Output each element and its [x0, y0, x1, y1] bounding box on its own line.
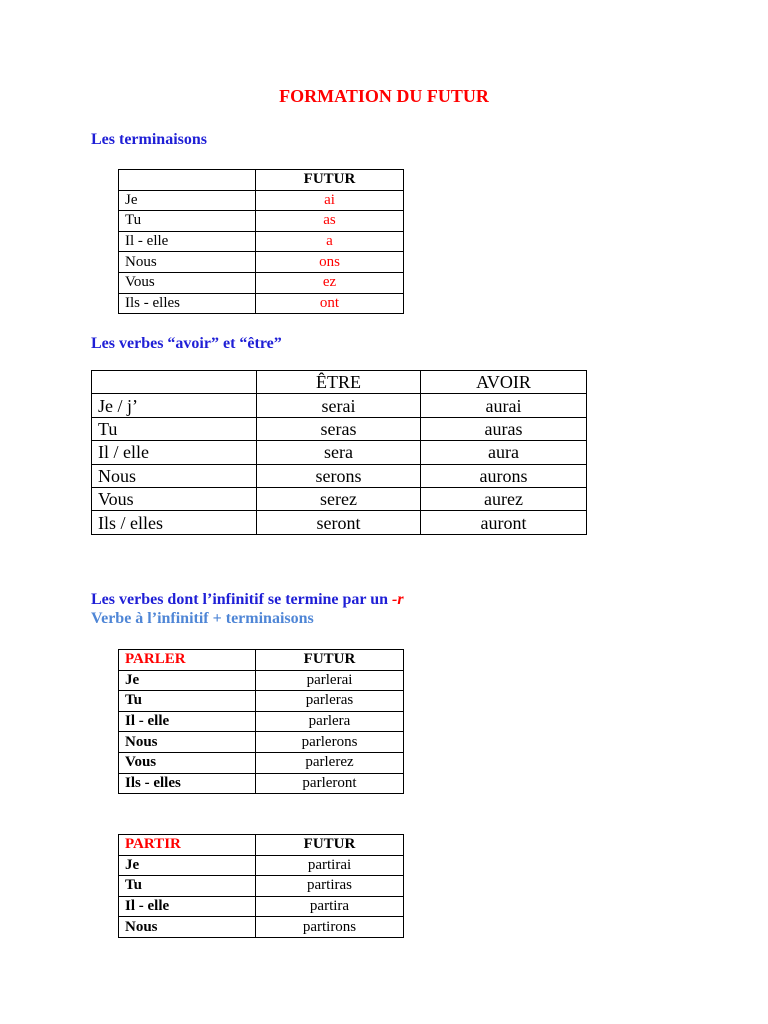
table-row: [119, 835, 404, 856]
avoir-cell: auront: [421, 511, 587, 534]
section-subheading: Verbe à l’infinitif + terminaisons: [91, 610, 314, 627]
avoir-cell: aura: [421, 441, 587, 464]
ending-cell: ont: [256, 293, 404, 314]
table-header-futur: FUTUR: [256, 170, 404, 191]
pronoun-cell: Il - elle: [119, 896, 256, 917]
pronoun-cell: Nous: [92, 464, 257, 487]
ending-cell: ez: [256, 272, 404, 293]
table-row: [92, 511, 587, 534]
pronoun-cell: Je: [119, 855, 256, 876]
section-heading-terminaisons: Les terminaisons: [91, 131, 207, 148]
pronoun-cell: Je: [119, 190, 256, 211]
pronoun-cell: Il - elle: [119, 711, 256, 732]
form-cell: parleras: [256, 691, 404, 712]
table-header-avoir: AVOIR: [421, 371, 587, 394]
page-title: FORMATION DU FUTUR: [279, 86, 489, 106]
table-header-futur: FUTUR: [256, 650, 404, 671]
pronoun-cell: Nous: [119, 732, 256, 753]
ending-cell: a: [256, 231, 404, 252]
verb-header-partir: PARTIR: [119, 835, 256, 856]
heading-text: Les verbes dont l’infinitif se termine par un: [91, 591, 393, 608]
ending-cell: ons: [256, 252, 404, 273]
section-heading-avoir-etre: Les verbes “avoir” et “être”: [91, 335, 282, 352]
table-row: [119, 190, 404, 211]
endings-table: [118, 169, 404, 314]
avoir-cell: aurez: [421, 487, 587, 510]
table-row: [119, 711, 404, 732]
table-header-etre: ÊTRE: [257, 371, 421, 394]
table-row: [92, 371, 587, 394]
heading-r-suffix: -r: [392, 591, 404, 608]
table-row: [92, 417, 587, 440]
table-row: [92, 464, 587, 487]
pronoun-cell: Tu: [92, 417, 257, 440]
form-cell: parleront: [256, 773, 404, 794]
ending-cell: as: [256, 211, 404, 232]
form-cell: partirons: [256, 917, 404, 938]
table-cell-empty: [119, 170, 256, 191]
table-cell-empty: [92, 371, 257, 394]
avoir-etre-table: [91, 370, 587, 535]
pronoun-cell: Vous: [92, 487, 257, 510]
pronoun-cell: Ils / elles: [92, 511, 257, 534]
table-row: [92, 487, 587, 510]
form-cell: partiras: [256, 876, 404, 897]
table-row: [119, 211, 404, 232]
avoir-cell: aurons: [421, 464, 587, 487]
pronoun-cell: Tu: [119, 211, 256, 232]
pronoun-cell: Je / j’: [92, 394, 257, 417]
table-row: [119, 670, 404, 691]
etre-cell: sera: [257, 441, 421, 464]
form-cell: parlerai: [256, 670, 404, 691]
partir-table: [118, 834, 404, 938]
etre-cell: seras: [257, 417, 421, 440]
etre-cell: serons: [257, 464, 421, 487]
table-header-futur: FUTUR: [256, 835, 404, 856]
form-cell: parlerons: [256, 732, 404, 753]
table-row: [119, 855, 404, 876]
pronoun-cell: Tu: [119, 876, 256, 897]
table-row: [119, 252, 404, 273]
table-row: [119, 896, 404, 917]
table-row: [119, 876, 404, 897]
table-row: [119, 231, 404, 252]
pronoun-cell: Vous: [119, 272, 256, 293]
pronoun-cell: Il - elle: [119, 231, 256, 252]
avoir-cell: auras: [421, 417, 587, 440]
form-cell: partira: [256, 896, 404, 917]
ending-cell: ai: [256, 190, 404, 211]
form-cell: parlerez: [256, 752, 404, 773]
pronoun-cell: Ils - elles: [119, 773, 256, 794]
table-row: [92, 394, 587, 417]
form-cell: partirai: [256, 855, 404, 876]
table-row: [119, 650, 404, 671]
parler-table: [118, 649, 404, 794]
table-row: [119, 773, 404, 794]
table-row: [119, 691, 404, 712]
pronoun-cell: Tu: [119, 691, 256, 712]
pronoun-cell: Je: [119, 670, 256, 691]
table-row: [119, 732, 404, 753]
table-row: [119, 293, 404, 314]
table-row: [119, 917, 404, 938]
etre-cell: serez: [257, 487, 421, 510]
pronoun-cell: Vous: [119, 752, 256, 773]
table-row: [119, 752, 404, 773]
etre-cell: serai: [257, 394, 421, 417]
etre-cell: seront: [257, 511, 421, 534]
table-row: [92, 441, 587, 464]
avoir-cell: aurai: [421, 394, 587, 417]
section-heading-infinitif-r: [91, 591, 404, 609]
pronoun-cell: Il / elle: [92, 441, 257, 464]
pronoun-cell: Ils - elles: [119, 293, 256, 314]
pronoun-cell: Nous: [119, 917, 256, 938]
verb-header-parler: PARLER: [119, 650, 256, 671]
table-row: [119, 170, 404, 191]
form-cell: parlera: [256, 711, 404, 732]
pronoun-cell: Nous: [119, 252, 256, 273]
table-row: [119, 272, 404, 293]
